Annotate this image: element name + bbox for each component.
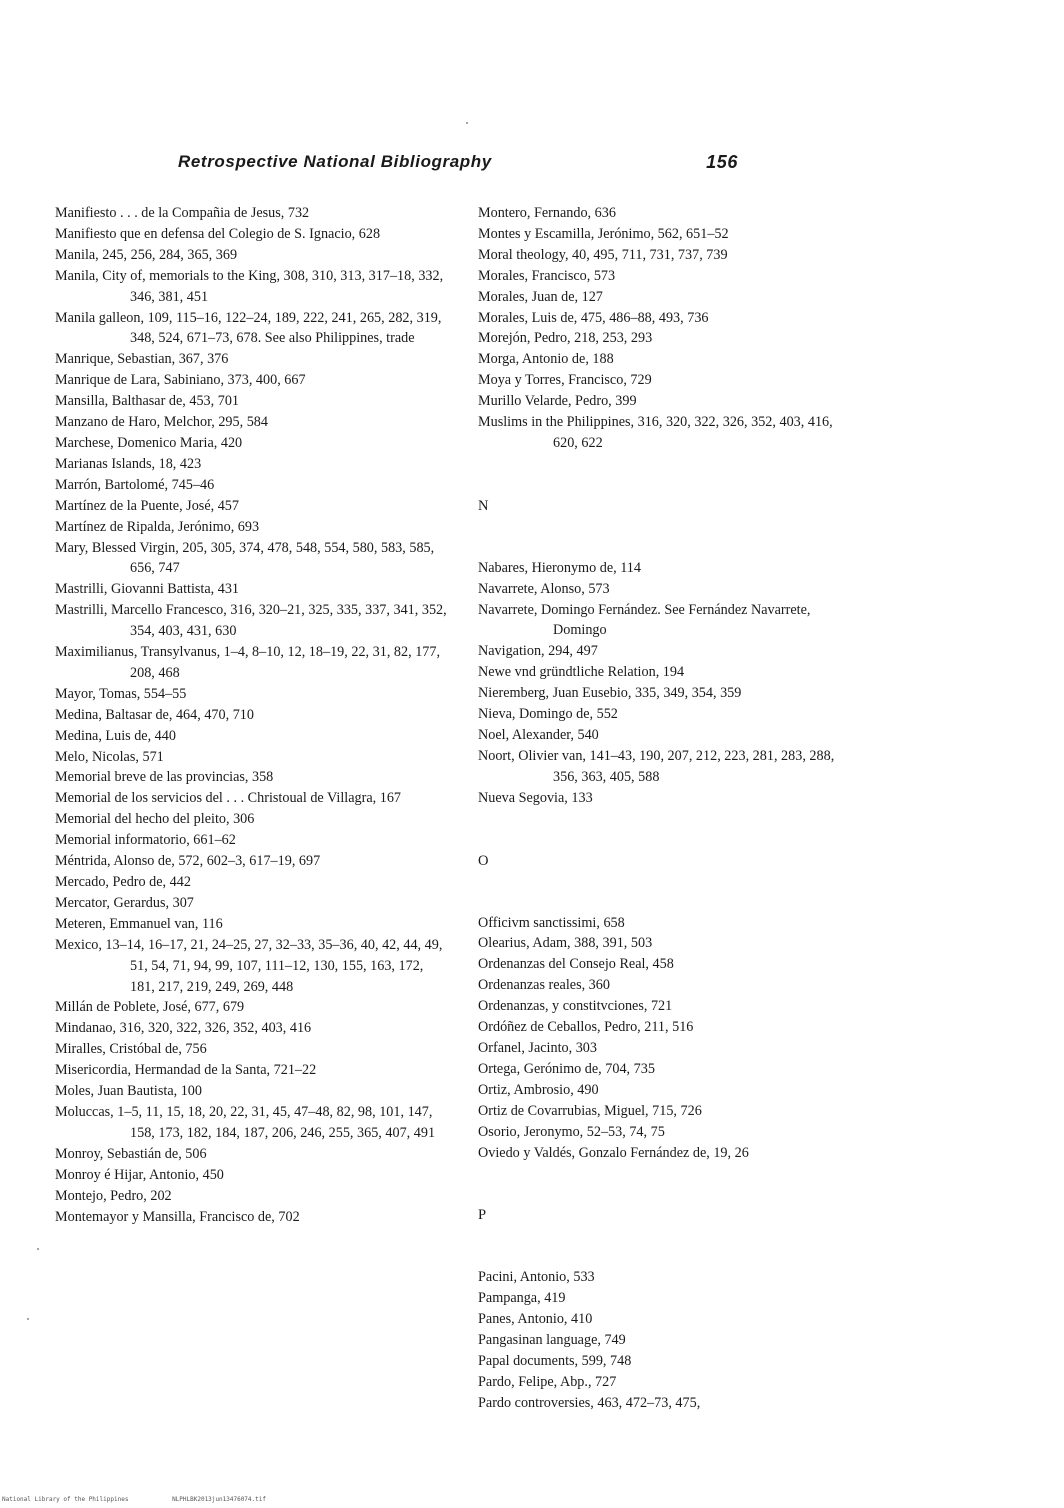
index-entry: Mercator, Gerardus, 307	[55, 894, 194, 911]
index-entry: Mastrilli, Giovanni Battista, 431	[55, 581, 240, 598]
index-entry: Moles, Juan Bautista, 100	[55, 1083, 202, 1100]
page-title: Retrospective National Bibliography	[178, 152, 492, 171]
index-entry: Millán de Poblete, José, 677, 679	[55, 999, 245, 1016]
page-number: 156	[706, 152, 738, 172]
index-entry: Manrique de Lara, Sabiniano, 373, 400, 667	[55, 372, 306, 389]
index-entry: Manrique, Sebastian, 367, 376	[55, 351, 229, 368]
index-entry: Memorial del hecho del pleito, 306	[55, 811, 255, 828]
index-entry: Meteren, Emmanuel van, 116	[55, 915, 223, 932]
index-entry: Mastrilli, Marcello Francesco, 316, 320–21, 325, 335, 337, 341, 352, 354, 403, 431, 630	[55, 602, 447, 640]
index-entry: Memorial informatorio, 661–62	[55, 832, 236, 849]
index-entry: Noel, Alexander, 540	[478, 727, 599, 744]
index-entry: Mary, Blessed Virgin, 205, 305, 374, 478, 548, 554, 580, 583, 585, 656, 747	[55, 539, 435, 577]
index-entry: Ortiz de Covarrubias, Miguel, 715, 726	[478, 1102, 702, 1119]
index-entry: Marianas Islands, 18, 423	[55, 455, 202, 472]
index-entry: Ortiz, Ambrosio, 490	[478, 1081, 599, 1098]
index-entry: Monroy é Hijar, Antonio, 450	[55, 1166, 224, 1183]
index-entry: Navarrete, Alonso, 573	[478, 580, 610, 597]
index-entry: Montero, Fernando, 636	[478, 205, 616, 221]
index-entry: Méntrida, Alonso de, 572, 602–3, 617–19, 697	[55, 853, 321, 870]
index-entry: Manzano de Haro, Melchor, 295, 584	[55, 414, 268, 431]
index-entry: Navigation, 294, 497	[478, 643, 598, 660]
index-entry: Morga, Antonio de, 188	[478, 351, 614, 368]
index-entry: Montejo, Pedro, 202	[55, 1187, 172, 1204]
index-entry: Pangasinan language, 749	[478, 1332, 626, 1349]
index-entry: Pardo controversies, 463, 472–73, 475,	[478, 1394, 701, 1411]
index-entry: Nueva Segovia, 133	[478, 789, 593, 806]
index-entry: Newe vnd gründtliche Relation, 194	[478, 664, 685, 681]
index-entry: Manila, 245, 256, 284, 365, 369	[55, 246, 238, 263]
index-entry: Navarrete, Domingo Fernández. See Fernández Navarrete, Domingo	[478, 601, 811, 639]
index-entry: Orfanel, Jacinto, 303	[478, 1039, 597, 1056]
left-index-column	[55, 203, 450, 1227]
index-entry: Medina, Baltasar de, 464, 470, 710	[55, 706, 254, 723]
section-letter-p: P	[478, 1207, 487, 1224]
section-letter-o: O	[478, 852, 489, 869]
index-entry: Ordenanzas del Consejo Real, 458	[478, 956, 674, 973]
index-entry: Papal documents, 599, 748	[478, 1352, 632, 1369]
index-entry: Miralles, Cristóbal de, 756	[55, 1041, 207, 1058]
index-entry: Nieremberg, Juan Eusebio, 335, 349, 354, 359	[478, 685, 742, 702]
index-entry: Pardo, Felipe, Abp., 727	[478, 1373, 617, 1390]
index-entry: Melo, Nicolas, 571	[55, 748, 164, 765]
index-entry: Morales, Juan de, 127	[478, 288, 603, 305]
index-entry: Osorio, Jeronymo, 52–53, 74, 75	[478, 1123, 665, 1140]
index-entry: Martínez de la Puente, José, 457	[55, 497, 239, 514]
index-entry: Morales, Luis de, 475, 486–88, 493, 736	[478, 309, 709, 326]
index-entry: Misericordia, Hermandad de la Santa, 721–22	[55, 1062, 317, 1079]
index-entry: Manifiesto que en defensa del Colegio de S. Ignacio, 628	[55, 225, 381, 242]
index-entry: Ortega, Gerónimo de, 704, 735	[478, 1060, 655, 1077]
index-entry: Ordenanzas, y constitvciones, 721	[478, 998, 673, 1015]
scan-speck	[27, 1318, 29, 1320]
index-entry: Mindanao, 316, 320, 322, 326, 352, 403, 416	[55, 1020, 312, 1037]
index-entry: Medina, Luis de, 440	[55, 727, 176, 744]
index-entry: Marrón, Bartolomé, 745–46	[55, 476, 215, 493]
index-entry: Pampanga, 419	[478, 1290, 566, 1307]
right-index-column	[478, 203, 858, 1414]
file-id: NLPHLBK2013jun13476074.tif	[172, 1496, 266, 1503]
index-entry: Manifiesto . . . de la Compañia de Jesus, 732	[55, 205, 310, 221]
index-entry: Muslims in the Philippines, 316, 320, 322, 326, 352, 403, 416, 620, 622	[478, 414, 833, 451]
index-entry: Morales, Francisco, 573	[478, 267, 616, 284]
scan-speck	[37, 1248, 39, 1250]
index-entry: Noort, Olivier van, 141–43, 190, 207, 212, 223, 281, 283, 288, 356, 363, 405, 588	[478, 747, 835, 785]
index-entry: Nabares, Hieronymo de, 114	[478, 559, 641, 576]
index-entry: Ordóñez de Ceballos, Pedro, 211, 516	[478, 1019, 694, 1036]
section-letter-n: N	[478, 497, 489, 514]
index-entry: Martínez de Ripalda, Jerónimo, 693	[55, 518, 260, 535]
index-entry: Officivm sanctissimi, 658	[478, 914, 625, 931]
index-entry: Mercado, Pedro de, 442	[55, 874, 191, 890]
index-entry: Moral theology, 40, 495, 711, 731, 737, 739	[478, 246, 728, 263]
index-entry: Mexico, 13–14, 16–17, 21, 24–25, 27, 32–33, 35–36, 40, 42, 44, 49, 51, 54, 71, 94, 99, 107, 111–12, 130, 155, 163, 172, 181, 217, 219, 249, 269, 448	[55, 936, 443, 995]
index-entry: Olearius, Adam, 388, 391, 503	[478, 935, 653, 952]
index-entry: Manila, City of, memorials to the King, 308, 310, 313, 317–18, 332, 346, 381, 451	[55, 267, 444, 305]
index-entry: Mansilla, Balthasar de, 453, 701	[55, 393, 240, 410]
index-entry: Moluccas, 1–5, 11, 15, 18, 20, 22, 31, 45, 47–48, 82, 98, 101, 147, 158, 173, 182, 184, 187, 206, 246, 255, 365, 407, 491	[55, 1103, 436, 1141]
index-entry: Oviedo y Valdés, Gonzalo Fernández de, 19, 26	[478, 1144, 749, 1161]
index-entry: Murillo Velarde, Pedro, 399	[478, 393, 637, 410]
index-entry: Memorial breve de las provincias, 358	[55, 769, 274, 786]
index-entry: Ordenanzas reales, 360	[478, 977, 610, 994]
index-entry: Mayor, Tomas, 554–55	[55, 685, 187, 702]
index-entry: Nieva, Domingo de, 552	[478, 706, 618, 723]
index-entry: Pacini, Antonio, 533	[478, 1269, 595, 1286]
index-entry: Memorial de los servicios del . . . Christoual de Villagra, 167	[55, 790, 402, 807]
index-entry: Panes, Antonio, 410	[478, 1311, 593, 1328]
index-entry: Marchese, Domenico Maria, 420	[55, 434, 243, 451]
scan-footer	[2, 1496, 306, 1503]
scan-speck	[466, 122, 468, 124]
running-head	[178, 152, 738, 180]
index-entry: Montes y Escamilla, Jerónimo, 562, 651–52	[478, 225, 729, 242]
index-entry: Maximilianus, Transylvanus, 1–4, 8–10, 12, 18–19, 22, 31, 82, 177, 208, 468	[55, 644, 441, 681]
index-entry: Monroy, Sebastián de, 506	[55, 1145, 207, 1162]
index-entry: Manila galleon, 109, 115–16, 122–24, 189, 222, 241, 265, 282, 319, 348, 524, 671–73, 678. See also Philippines, trade	[55, 309, 442, 347]
index-entry: Montemayor y Mansilla, Francisco de, 702	[55, 1208, 300, 1225]
library-credit: National Library of the Philippines	[2, 1496, 129, 1503]
index-entry: Moya y Torres, Francisco, 729	[478, 372, 652, 389]
index-entry: Morejón, Pedro, 218, 253, 293	[478, 330, 653, 347]
